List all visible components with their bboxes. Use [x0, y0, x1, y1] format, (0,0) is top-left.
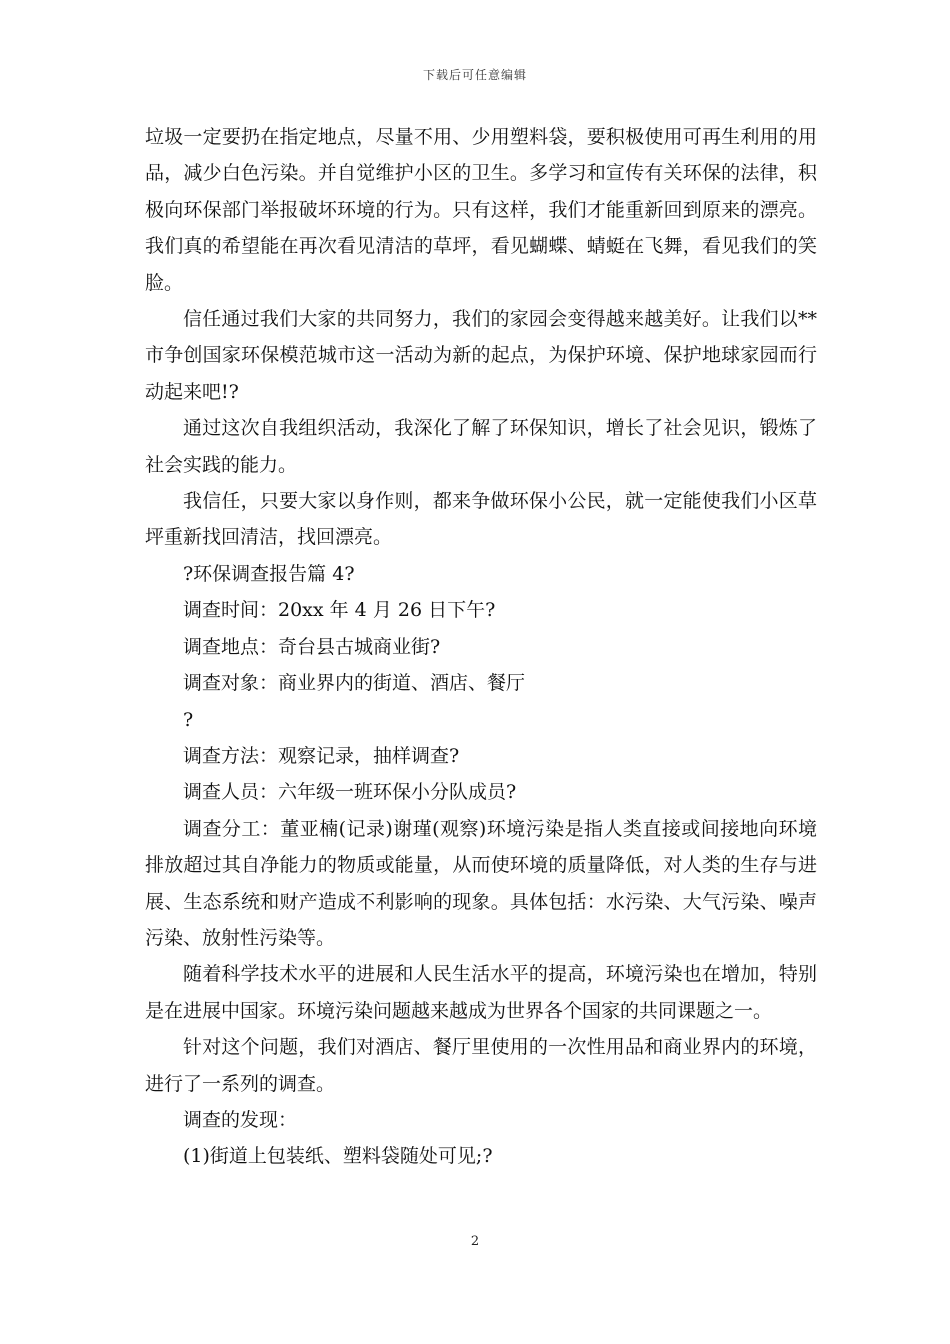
paragraph: ? [183, 708, 194, 731]
survey-time: 调查时间：20xx 年 4 月 26 日下午? [183, 599, 496, 622]
survey-method: 调查方法：观察记录，抽样调查? [183, 744, 460, 767]
finding-item: (1)街道上包装纸、塑料袋随处可见;? [183, 1145, 493, 1168]
findings-heading: 调查的发现： [183, 1108, 298, 1131]
paragraph: 垃圾一定要扔在指定地点，尽量不用、少用塑料袋，要积极使用可再生利用的用品，减少白色污染。并自觉维护小区的卫生。多学习和宣传有关环保的法律，积极向环保部门举报破坏环境的行为。只有这样，我们才能重新回到原来的漂亮。我们真的希望能在再次看见清洁的草坪，看见蝴蝶、蜻蜓在飞舞，看见我们的笑脸。 [145, 126, 817, 294]
page-number: 2 [470, 1234, 480, 1249]
survey-division: 调查分工：董亚楠(记录)谢瑾(观察)环境污染是指人类直接或间接地向环境排放超过其自净能力的物质或能量，从而使环境的质量降低，对人类的生存与进展、生态系统和财产造成不利影响的现象。具体包括：水污染、大气污染、噪声污染、放射性污染等。 [145, 817, 817, 949]
paragraph: 随着科学技术水平的进展和人民生活水平的提高，环境污染也在增加，特别是在进展中国家。环境污染问题越来越成为世界各个国家的共同课题之一。 [145, 963, 817, 1022]
paragraph: 针对这个问题，我们对酒店、餐厅里使用的一次性用品和商业界内的环境，进行了一系列的调查。 [145, 1036, 817, 1095]
survey-subject: 调查对象：商业界内的街道、酒店、餐厅 [183, 672, 526, 695]
paragraph: 我信任，只要大家以身作则，都来争做环保小公民，就一定能使我们小区草坪重新找回清洁，找回漂亮。 [145, 490, 817, 549]
survey-location: 调查地点：奇台县古城商业街? [183, 635, 441, 658]
paragraph: 信任通过我们大家的共同努力，我们的家园会变得越来越美好。让我们以**市争创国家环保模范城市这一活动为新的起点，为保护环境、保护地球家园而行动起来吧!? [145, 308, 817, 403]
section-heading: ?环保调查报告篇 4? [183, 562, 355, 585]
paragraph: 通过这次自我组织活动，我深化了解了环保知识，增长了社会见识，锻炼了社会实践的能力。 [145, 417, 817, 476]
document-body [145, 119, 817, 1175]
page-header: 下载后可任意编辑 [422, 68, 527, 82]
survey-members: 调查人员：六年级一班环保小分队成员? [183, 781, 517, 804]
